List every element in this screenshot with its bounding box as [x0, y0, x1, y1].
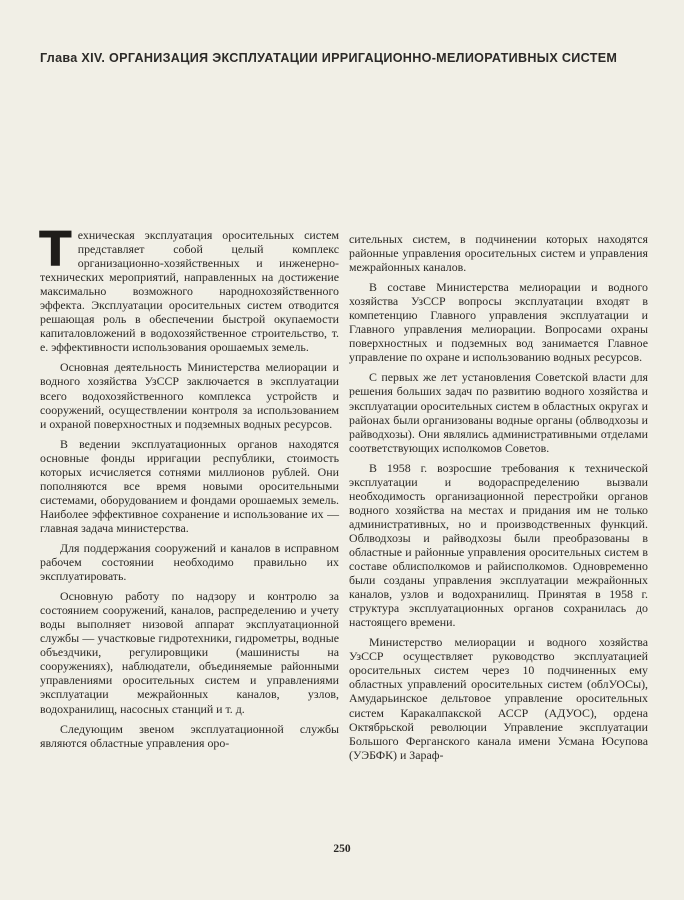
paragraph: В составе Министерства мелиорации и водного хозяйства УзССР вопросы эксплуатации входят в компетенцию Главного управления эксплуатации и Главного управления мелиорации. Вопросами охраны поверхностных и подземных вод занимается Главное управление по охране и использованию водных ресурсов. — [349, 280, 648, 365]
paragraph: С первых же лет установления Советской власти для решения больших задач по развитию водного хозяйства и эксплуатации оросительных систем в областных округах и районах были организованы водные органы (облводхозы и райводхозы). Они являлись административными отделами соответствующих исполкомов Советов. — [349, 370, 648, 455]
right-column — [349, 232, 648, 768]
paragraph: Для поддержания сооружений и каналов в исправном рабочем состоянии необходимо правильно их эксплуатировать. — [40, 540, 339, 584]
paragraph: В 1958 г. возросшие требования к технической эксплуатации и водораспределению вызвали необходимость организационной перестройки органов водного хозяйства на местах и придания им не только административных, но и производственных функций. Облводхозы и райводхозы были преобразованы в областные и районные управления оросительных систем в составе облисполкомов и райисполкомов. Одновременно были созданы управления эксплуатации межрайонных каналов, узлов и водохранилищ. Принятая в 1958 г. структура эксплуатационных органов сохранилась до настоящего времени. — [349, 460, 648, 630]
left-column — [39, 222, 339, 756]
paragraph: Следующим звеном эксплуатационной службы являются областные управления оро- — [40, 721, 339, 750]
paragraph-text: ехническая эксплуатация оросительных систем представляет собой целый комплекс организационно-хозяйственных и инженерно-технических мероприятий, направленных на достижение максимально возможного народнохозяйственного эффекта. Эксплуатации оросительных систем отводится решающая роль в обеспечении быстрой окупаемости капиталовложений в водохозяйственное строительство, т. е. эффективности использования орошаемых земель. — [40, 228, 339, 355]
page-number: 250 — [333, 843, 351, 855]
paragraph: Основная деятельность Министерства мелиорации и водного хозяйства УзССР заключается в эксплуатации всего водохозяйственного комплекса устройств и сооружений, осуществлении контроля за использованием и охраной поверхностных и подземных водных ресурсов. — [40, 360, 339, 431]
paragraph: сительных систем, в подчинении которых находятся районные управления оросительных систем и управления межрайонных каналов. — [349, 232, 648, 275]
paragraph: Основную работу по надзору и контролю за состоянием сооружений, каналов, распределению и учету воды выполняет низовой аппарат эксплуатационной службы — участковые гидротехники, гидрометры, водные объездчики, регулировщики (машинисты на сооружениях), наблюдатели, объединяемые районными управлениями оросительных систем и управлениями эксплуатации межрайонных каналов, узлов, водохранилищ, насосных станций и т. д. — [40, 589, 339, 716]
chapter-title: Глава XIV. ОРГАНИЗАЦИЯ ЭКСПЛУАТАЦИИ ИРРИГАЦИОННО-МЕЛИОРАТИВНЫХ СИСТЕМ — [40, 51, 618, 65]
drop-cap-letter: Т — [39, 222, 72, 278]
paragraph: Министерство мелиорации и водного хозяйства УзССР осуществляет руководство эксплуатацией оросительных систем через 10 подчиненных ему областных управлений оросительных систем (облУОСы), Амударьинское дельтовое управление оросительных систем Каракалпакской АССР (АДУОС), ордена Октябрьской революции Управление эксплуатации Большого Ферганского канала имени Усмана Юсупова (УЭБФК) и Зараф- — [349, 635, 648, 762]
paragraph — [39, 222, 339, 355]
paragraph: В ведении эксплуатационных органов находятся основные фонды ирригации республики, стоимость которых исчисляется сотнями миллионов рублей. Они пополняются все время новыми оросительными системами, оборудованием и фондами орошаемых земель. Наиболее эффективное сохранение и использование их — главная задача министерства. — [40, 436, 339, 535]
